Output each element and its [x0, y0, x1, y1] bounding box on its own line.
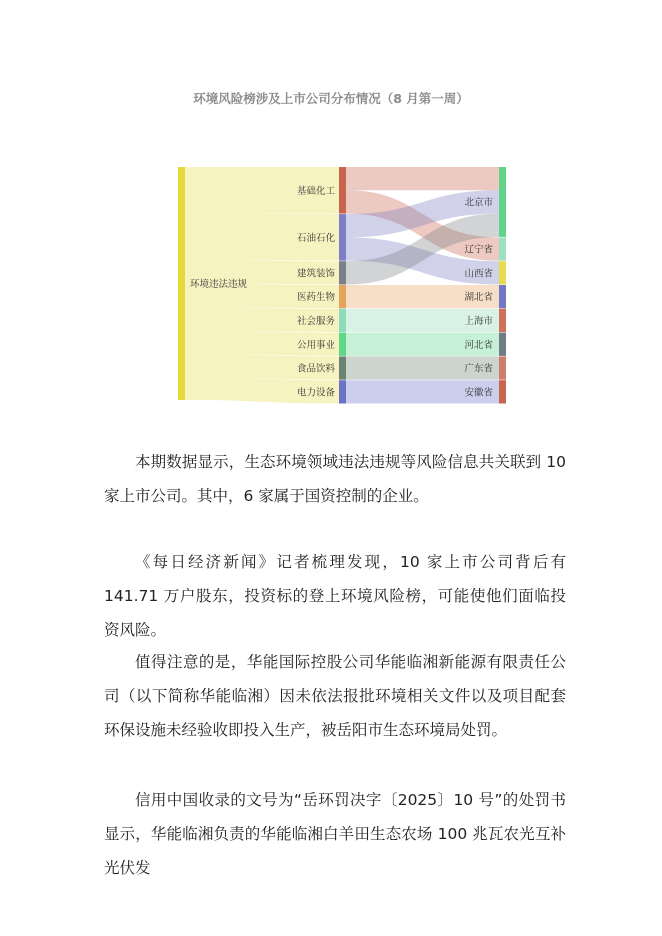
sankey-node-山西省: [499, 261, 506, 284]
sankey-node-河北省: [499, 333, 506, 356]
sankey-label-北京市: 北京市: [464, 197, 493, 209]
sankey-node-安徽省: [499, 380, 506, 403]
sankey-chart: [0, 0, 662, 420]
sankey-label-基础化工: 基础化工: [296, 185, 335, 197]
paragraph-3: 值得注意的是，华能国际控股公司华能临湘新能源有限责任公司（以下简称华能临湘）因未依法报批环境相关文件以及项目配套环保设施未经验收即投入生产，被岳阳市生态环境局处罚。: [104, 653, 566, 739]
sankey-node-广东省: [499, 356, 506, 379]
sankey-node-湖北省: [499, 285, 506, 308]
sankey-label-辽宁省: 辽宁省: [464, 244, 493, 256]
sankey-label-河北省: 河北省: [464, 339, 493, 351]
paragraph-4: 信用中国收录的文号为“岳环罚决字〔2025〕10 号”的处罚书显示，华能临湘负责的华能临湘白羊田生态农场 100 兆瓦农光互补光伏发: [104, 791, 566, 877]
sankey-label-上海市: 上海市: [464, 315, 493, 327]
sankey-node-基础化工: [339, 167, 346, 214]
sankey-label-建筑装饰: 建筑装饰: [296, 268, 335, 280]
sankey-label-湖北省: 湖北省: [464, 292, 493, 304]
sankey-node-上海市: [499, 309, 506, 332]
sankey-node-电力设备: [339, 380, 346, 403]
sankey-node-社会服务: [339, 309, 346, 332]
sankey-label-食品饮料: 食品饮料: [296, 363, 335, 375]
paragraph-2: 《每日经济新闻》记者梳理发现，10 家上市公司背后有 141.71 万户股东，投资标的登上环境风险榜，可能使他们面临投资风险。: [104, 553, 566, 639]
sankey-label-石油石化: 石油石化: [296, 232, 335, 244]
sankey-label-环境违法违规: 环境违法违规: [190, 279, 248, 290]
sankey-node-环境违法违规: [178, 167, 185, 400]
sankey-node-石油石化: [339, 214, 346, 261]
chart-title: 环境风险榜涉及上市公司分布情况（8 月第一周）: [193, 91, 469, 106]
sankey-node-公用事业: [339, 333, 346, 356]
sankey-node-食品饮料: [339, 356, 346, 379]
sankey-label-公用事业: 公用事业: [296, 339, 335, 351]
sankey-node-辽宁省: [499, 237, 506, 260]
sankey-label-社会服务: 社会服务: [296, 315, 335, 327]
paragraph-1: 本期数据显示，生态环境领域违法违规等风险信息共关联到 10 家上市公司。其中，6 家属于国资控制的企业。: [104, 453, 566, 505]
sankey-label-山西省: 山西省: [464, 268, 493, 280]
sankey-link-基础化工-北京市: [346, 167, 499, 190]
sankey-label-医药生物: 医药生物: [296, 292, 335, 304]
sankey-node-医药生物: [339, 285, 346, 308]
sankey-label-安徽省: 安徽省: [464, 387, 493, 399]
sankey-node-建筑装饰: [339, 261, 346, 284]
sankey-label-广东省: 广东省: [464, 363, 493, 375]
sankey-node-北京市: [499, 167, 506, 237]
sankey-label-电力设备: 电力设备: [296, 387, 335, 399]
